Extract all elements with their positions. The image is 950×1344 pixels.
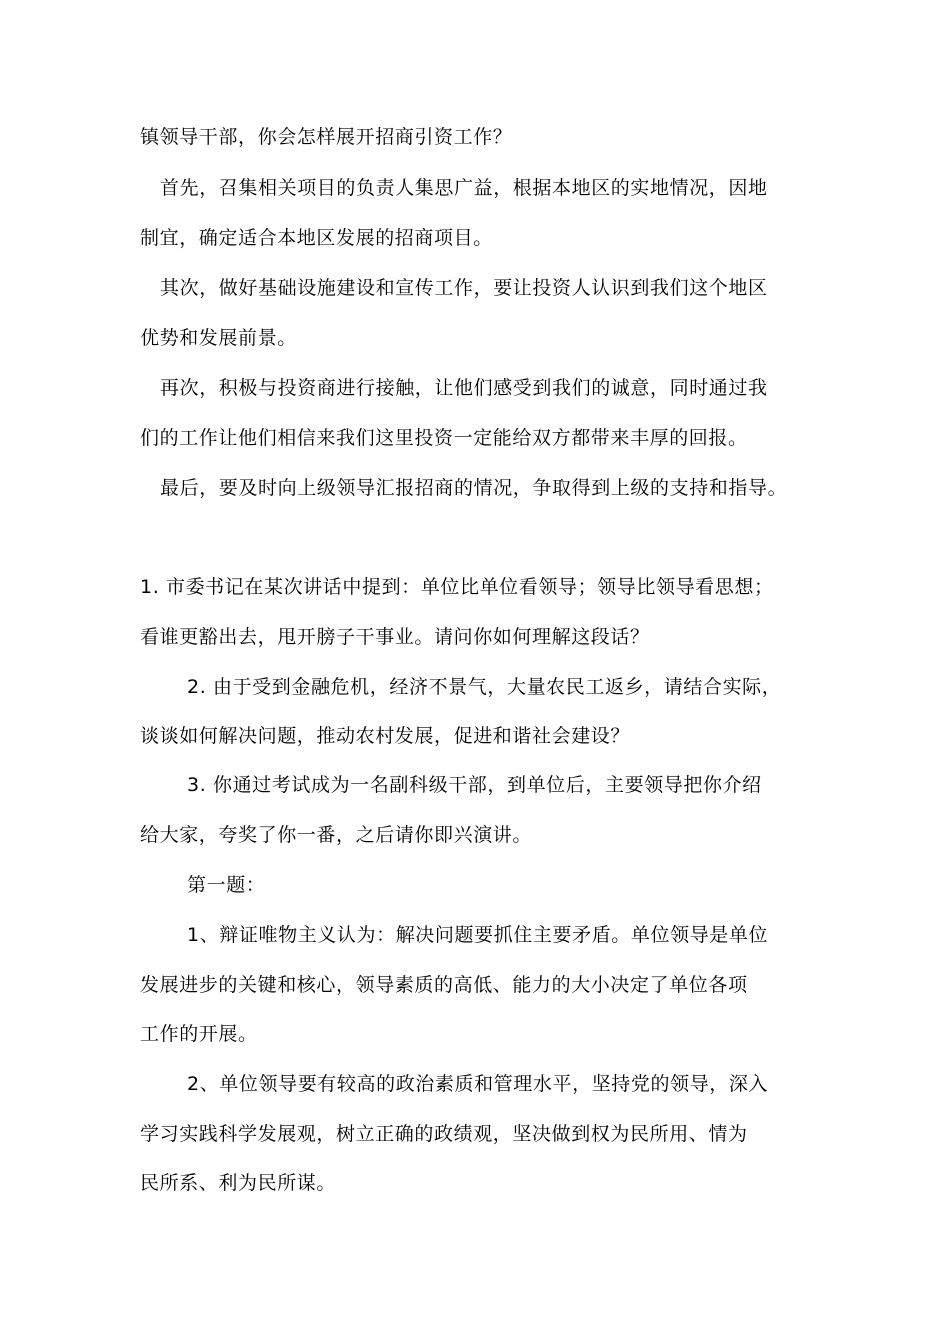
text-line: 首先，召集相关项目的负责人集思广益，根据本地区的实地情况，因地 <box>160 177 768 199</box>
question-2-line: 2. 由于受到金融危机，经济不景气，大量农民工返乡，请结合实际， <box>187 676 782 698</box>
text-line: 们的工作让他们相信来我们这里投资一定能给双方都带来丰厚的回报。 <box>140 427 748 449</box>
text-line: 民所系、利为民所谋。 <box>140 1172 337 1194</box>
answer-1-line: 1、辩证唯物主义认为：解决问题要抓住主要矛盾。单位领导是单位 <box>187 924 769 946</box>
answer-2-line: 2、单位领导要有较高的政治素质和管理水平，坚持党的领导，深入 <box>187 1073 769 1095</box>
text-line: 再次，积极与投资商进行接触，让他们感受到我们的诚意，同时通过我 <box>160 377 768 399</box>
text-line: 镇领导干部，你会怎样展开招商引资工作？ <box>140 126 513 148</box>
text-line: 看谁更豁出去，甩开膀子干事业。请问你如何理解这段话？ <box>140 626 650 648</box>
text-line: 最后，要及时向上级领导汇报招商的情况，争取得到上级的支持和指导。 <box>160 477 788 499</box>
text-line: 制宜，确定适合本地区发展的招商项目。 <box>140 227 493 249</box>
text-line: 发展进步的关键和核心，领导素质的高低、能力的大小决定了单位各项 <box>140 974 748 996</box>
text-line: 优势和发展前景。 <box>140 327 297 349</box>
section-heading: 第一题： <box>187 874 266 896</box>
text-line: 学习实践科学发展观，树立正确的政绩观，坚决做到权为民所用、情为 <box>140 1123 748 1145</box>
text-line: 谈谈如何解决问题，推动农村发展，促进和谐社会建设？ <box>140 725 631 747</box>
question-3-line: 3. 你通过考试成为一名副科级干部，到单位后，主要领导把你介绍 <box>187 774 762 796</box>
text-line: 给大家，夸奖了你一番，之后请你即兴演讲。 <box>140 824 533 846</box>
question-1-line: 1. 市委书记在某次讲话中提到：单位比单位看领导；领导比领导看思想； <box>140 576 774 598</box>
text-line: 工作的开展。 <box>140 1023 258 1045</box>
text-line: 其次，做好基础设施建设和宣传工作，要让投资人认识到我们这个地区 <box>160 277 768 299</box>
